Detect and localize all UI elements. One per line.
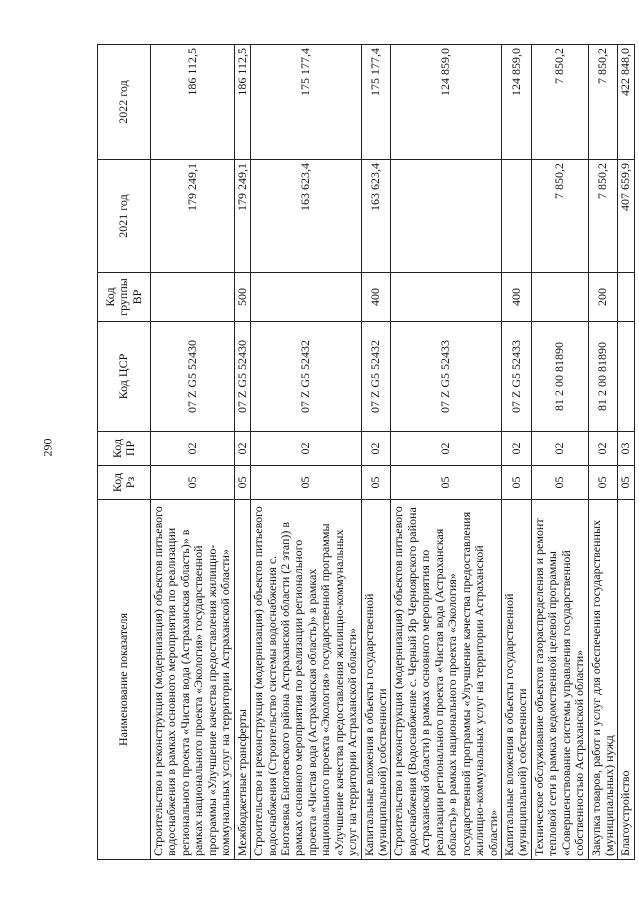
- cell-csr: 07 Z G5 52430: [151, 322, 235, 432]
- cell-pr: 03: [618, 432, 634, 466]
- cell-2022: 186 112,5: [234, 45, 250, 160]
- cell-rz: 05: [588, 466, 618, 500]
- table-row: [531, 45, 588, 860]
- header-2021: 2021 год: [98, 160, 151, 273]
- cell-vr: 400: [501, 273, 531, 322]
- cell-csr: 07 Z G5 52433: [391, 322, 502, 432]
- cell-2022: 422 848,0: [618, 45, 634, 160]
- cell-vr: [251, 273, 362, 322]
- cell-2021: 163 623,4: [251, 160, 362, 273]
- cell-2022: 7 850,2: [531, 45, 588, 160]
- header-name: Наименование показателя: [98, 500, 151, 860]
- table-row: [361, 45, 391, 860]
- cell-2022: 7 850,2: [588, 45, 618, 160]
- cell-2022: 175 177,4: [361, 45, 391, 160]
- table-row: [588, 45, 618, 860]
- cell-rz: 05: [531, 466, 588, 500]
- cell-2021: 179 249,1: [151, 160, 235, 273]
- cell-rz: 05: [234, 466, 250, 500]
- cell-pr: 02: [531, 432, 588, 466]
- budget-table: [97, 44, 635, 860]
- table-row: [618, 45, 634, 860]
- cell-name: Строительство и реконструкция (модернизация) объектов питьевого водоснабжения (Строительство системы водоснабжения с. Енотаевка Енотаевского района Астраханской области (2 этап)) в рамках основного мероприятия по реализации регионального проекта «Чистая вода (Астраханская область)» в рамках национального проекта «Экология» государственной программы «Улучшение качества предоставления жилищно-коммунальных услуг на территории Астраханской области»: [251, 500, 362, 860]
- cell-csr: 07 Z G5 52432: [251, 322, 362, 432]
- cell-name: Строительство и реконструкция (модернизация) объектов питьевого водоснабжения в рамках основного мероприятия по реализации регионального проекта «Чистая вода (Астраханская область)» в рамках национального проекта «Экология» государственной программы «Улучшение качества предоставления жилищно-коммунальных услуг на территории Астраханской области»: [151, 500, 235, 860]
- cell-csr: 07 Z G5 52432: [361, 322, 391, 432]
- cell-csr: [618, 322, 634, 432]
- cell-vr: 200: [588, 273, 618, 322]
- cell-vr: 400: [361, 273, 391, 322]
- cell-rz: 05: [501, 466, 531, 500]
- cell-rz: 05: [151, 466, 235, 500]
- cell-name: Закупка товаров, работ и услуг для обеспечения государственных (муниципальных) нужд: [588, 500, 618, 860]
- cell-2021: 163 623,4: [361, 160, 391, 273]
- header-csr: Код ЦСР: [98, 322, 151, 432]
- cell-csr: 07 Z G5 52430: [234, 322, 250, 432]
- cell-name: Капитальные вложения в объекты государственной (муниципальной) собственности: [361, 500, 391, 860]
- cell-vr: [531, 273, 588, 322]
- cell-2021: [391, 160, 502, 273]
- cell-pr: 02: [234, 432, 250, 466]
- cell-pr: 02: [361, 432, 391, 466]
- cell-2021: 407 659,9: [618, 160, 634, 273]
- cell-rz: 05: [391, 466, 502, 500]
- table-header-row: [98, 45, 151, 860]
- cell-2021: 7 850,2: [531, 160, 588, 273]
- cell-vr: [151, 273, 235, 322]
- header-2022: 2022 год: [98, 45, 151, 160]
- header-vr: Код группы ВР: [98, 273, 151, 322]
- cell-2022: 175 177,4: [251, 45, 362, 160]
- cell-2021: [501, 160, 531, 273]
- table-row: [391, 45, 502, 860]
- cell-rz: 05: [618, 466, 634, 500]
- cell-2021: 7 850,2: [588, 160, 618, 273]
- cell-pr: 02: [251, 432, 362, 466]
- table-row: [501, 45, 531, 860]
- cell-pr: 02: [501, 432, 531, 466]
- cell-rz: 05: [251, 466, 362, 500]
- table-row: [234, 45, 250, 860]
- table-body: [151, 45, 635, 860]
- cell-vr: [391, 273, 502, 322]
- cell-name: Капитальные вложения в объекты государственной (муниципальной) собственности: [501, 500, 531, 860]
- cell-csr: 81 2 00 81890: [531, 322, 588, 432]
- header-pr: Код ПР: [98, 432, 151, 466]
- rotated-table-container: [97, 45, 633, 860]
- cell-name: Благоустройство: [618, 500, 634, 860]
- cell-name: Межбюджетные трансферты: [234, 500, 250, 860]
- cell-name: Строительство и реконструкция (модернизация) объектов питьевого водоснабжения (Водоснабжение с. Черный Яр Черноярского района Астраханской области) в рамках основного мероприятия по реализации регионального проекта «Чистая вода (Астраханская область)» в рамках национального проекта «Экология» государственной программы «Улучшение качества предоставления жилищно-коммунальных услуг на территории Астраханской области»: [391, 500, 502, 860]
- cell-2022: 186 112,5: [151, 45, 235, 160]
- cell-pr: 02: [588, 432, 618, 466]
- cell-rz: 05: [361, 466, 391, 500]
- cell-csr: 81 2 00 81890: [588, 322, 618, 432]
- cell-2022: 124 859,0: [501, 45, 531, 160]
- cell-vr: 500: [234, 273, 250, 322]
- table-row: [251, 45, 362, 860]
- cell-2022: 124 859,0: [391, 45, 502, 160]
- table-row: [151, 45, 235, 860]
- page-number: 290: [40, 438, 55, 457]
- cell-2021: 179 249,1: [234, 160, 250, 273]
- cell-vr: [618, 273, 634, 322]
- cell-name: Техническое обслуживание объектов газораспределения и ремонт тепловой сети в рамках ведомственной целевой программы «Совершенствование системы управления государственной собственностью Астраханской области»: [531, 500, 588, 860]
- cell-csr: 07 Z G5 52433: [501, 322, 531, 432]
- cell-pr: 02: [391, 432, 502, 466]
- cell-pr: 02: [151, 432, 235, 466]
- header-rz: Код Рз: [98, 466, 151, 500]
